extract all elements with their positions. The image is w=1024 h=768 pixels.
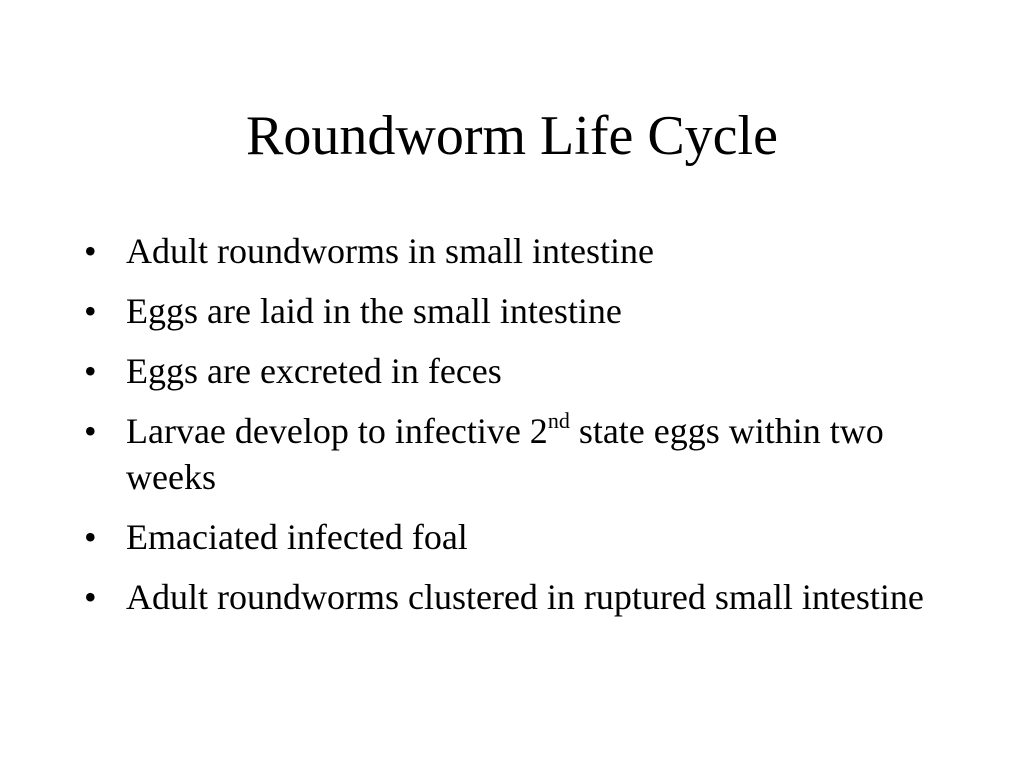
bullet-item	[84, 408, 964, 500]
bullet-icon: •	[84, 351, 97, 391]
bullet-icon: •	[84, 291, 97, 331]
bullet-item	[84, 348, 964, 394]
bullet-text: Adult roundworms in small intestine	[126, 231, 654, 271]
bullet-icon: •	[84, 577, 97, 617]
bullet-icon: •	[84, 231, 97, 271]
bullet-icon: •	[84, 517, 97, 557]
bullet-text: Eggs are excreted in feces	[126, 351, 502, 391]
bullet-text: Emaciated infected foal	[126, 517, 468, 557]
slide-title: Roundworm Life Cycle	[246, 105, 778, 167]
bullet-text	[126, 408, 884, 497]
bullet-icon: •	[84, 411, 97, 451]
bullet-text: Eggs are laid in the small intestine	[126, 291, 622, 331]
bullet-item	[84, 574, 964, 620]
bullet-item	[84, 228, 964, 274]
bullet-item	[84, 514, 964, 560]
ordinal-superscript: nd	[547, 408, 570, 433]
bullet-text-part: Larvae develop to infective 2	[126, 411, 548, 451]
bullet-list	[84, 228, 964, 634]
bullet-text-part: state eggs within two weeks	[126, 411, 884, 497]
bullet-text: Adult roundworms clustered in ruptured small intestine	[126, 577, 924, 617]
bullet-item	[84, 288, 964, 334]
